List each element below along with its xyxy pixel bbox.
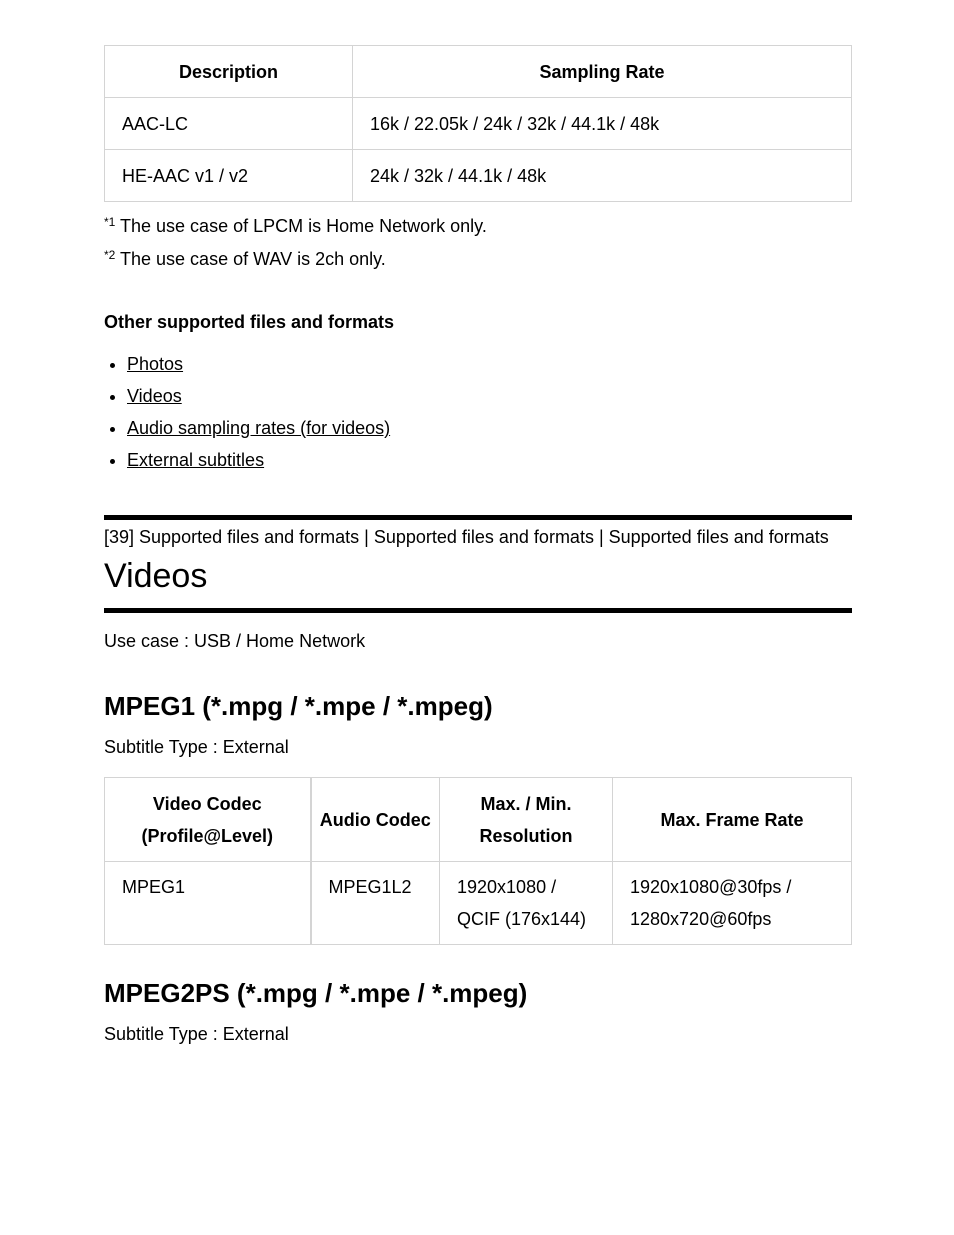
mpeg1-table (104, 777, 852, 945)
footnote-mark: *2 (104, 248, 116, 262)
footnote-text: The use case of LPCM is Home Network only. (115, 216, 487, 236)
header-sampling-rate: Sampling Rate (353, 46, 852, 98)
mpeg1-subtitle-type: Subtitle Type : External (104, 737, 289, 757)
section-divider-bottom (104, 608, 852, 613)
link-audio-sampling-rates[interactable]: Audio sampling rates (for videos) (127, 418, 391, 438)
footnote-2 (104, 249, 852, 269)
mpeg1-heading: MPEG1 (*.mpg / *.mpe / *.mpeg) (104, 691, 493, 721)
header-frame-rate: Max. Frame Rate (613, 778, 852, 862)
footnote-mark: *1 (104, 215, 116, 229)
header-resolution: Max. / Min. Resolution (440, 778, 613, 862)
link-external-subtitles[interactable]: External subtitles (127, 450, 265, 470)
list-item (127, 444, 852, 476)
list-item (127, 380, 852, 412)
link-photos[interactable]: Photos (127, 354, 184, 374)
cell-sampling-rate: 24k / 32k / 44.1k / 48k (353, 150, 852, 202)
other-formats-heading: Other supported files and formats (104, 312, 395, 332)
table-row (105, 98, 852, 150)
document-page (104, 45, 852, 1045)
mpeg2ps-heading: MPEG2PS (*.mpg / *.mpe / *.mpeg) (104, 978, 528, 1008)
page-title: Videos (104, 557, 208, 595)
list-item (127, 348, 852, 380)
sampling-rate-table (104, 45, 852, 202)
table-row (105, 862, 852, 945)
footnote-1 (104, 216, 852, 236)
breadcrumb: [39] Supported files and formats | Supported files and formats | Supported files and formats (104, 527, 829, 547)
use-case-text: Use case : USB / Home Network (104, 631, 366, 651)
link-videos[interactable]: Videos (127, 386, 182, 406)
cell-description: HE-AAC v1 / v2 (105, 150, 353, 202)
cell-video-codec: MPEG1 (105, 862, 311, 945)
cell-frame-rate: 1920x1080@30fps / 1280x720@60fps (613, 862, 852, 945)
table-header-row (105, 778, 852, 862)
cell-description: AAC-LC (105, 98, 353, 150)
cell-sampling-rate: 16k / 22.05k / 24k / 32k / 44.1k / 48k (353, 98, 852, 150)
table-row (105, 150, 852, 202)
list-item (127, 412, 852, 444)
header-video-codec: Video Codec (Profile@Level) (105, 778, 311, 862)
table-header-row (105, 46, 852, 98)
footnote-text: The use case of WAV is 2ch only. (115, 249, 386, 269)
header-audio-codec: Audio Codec (311, 778, 440, 862)
other-formats-list (104, 348, 852, 476)
cell-resolution: 1920x1080 / QCIF (176x144) (440, 862, 613, 945)
cell-audio-codec: MPEG1L2 (311, 862, 440, 945)
mpeg2ps-subtitle-type: Subtitle Type : External (104, 1024, 289, 1044)
header-description: Description (105, 46, 353, 98)
section-divider-top (104, 515, 852, 520)
